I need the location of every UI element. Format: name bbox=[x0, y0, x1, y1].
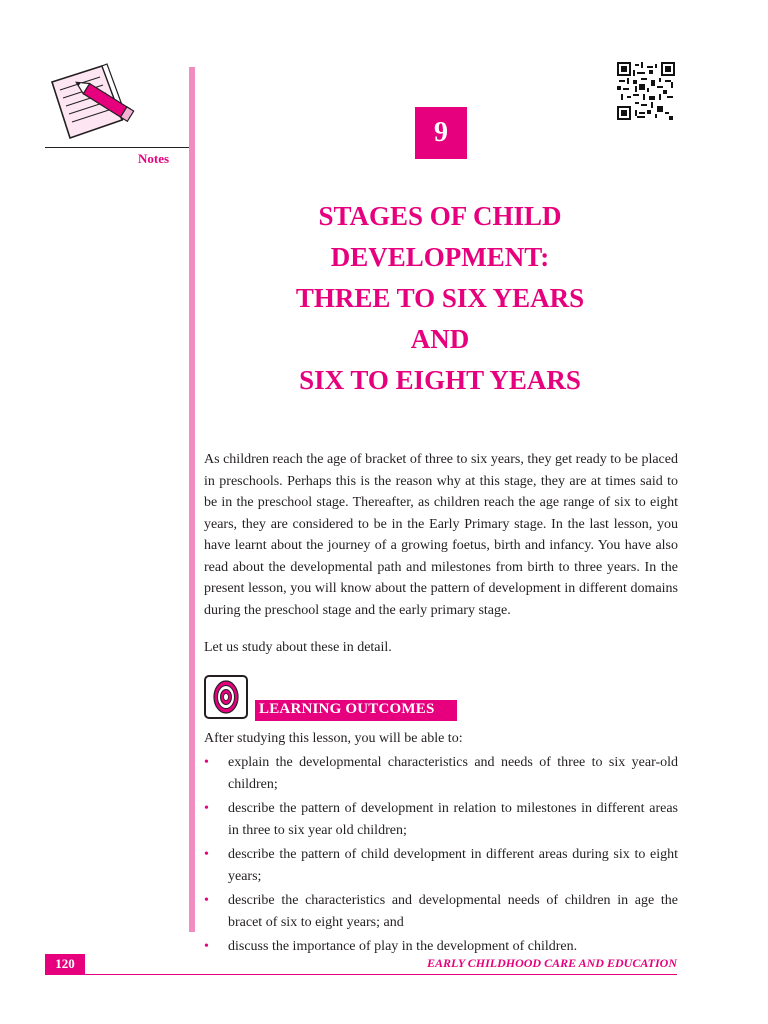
title-line: AND bbox=[410, 324, 470, 354]
study-line: Let us study about these in detail. bbox=[204, 640, 392, 655]
list-item bbox=[204, 844, 678, 887]
title-line: THREE TO SIX YEARS bbox=[295, 283, 585, 313]
list-item bbox=[204, 936, 678, 958]
chapter-title bbox=[200, 196, 680, 401]
title-line: STAGES OF CHILD bbox=[318, 201, 562, 231]
list-item bbox=[204, 798, 678, 841]
list-item bbox=[204, 752, 678, 795]
bullet: • bbox=[204, 893, 209, 908]
footer-book-title: EARLY CHILDHOOD CARE AND EDUCATION bbox=[426, 956, 677, 970]
bullet: • bbox=[204, 801, 209, 816]
outcome-text: discuss the importance of play in the development of children. bbox=[228, 939, 578, 954]
target-icon bbox=[204, 675, 248, 719]
chapter-number: 9 bbox=[415, 107, 467, 159]
outcomes-lead: After studying this lesson, you will be able to: bbox=[204, 731, 463, 746]
notepad-pencil-icon bbox=[44, 62, 144, 144]
bullet: • bbox=[204, 755, 209, 770]
title-line: DEVELOPMENT: bbox=[330, 242, 550, 272]
list-item bbox=[204, 890, 678, 933]
outcome-text: explain the developmental characteristics and needs of three to six year-old children; bbox=[228, 755, 678, 792]
intro-paragraph: As children reach the age of bracket of three to six years, they get ready to be placed in preschools. Perhaps this is the reason why at this stage, they are at times said to be in the preschool stage. Thereafter, as children reach the age range of six to eight years, they are considered to be in the Early Primary stage. In the last lesson, you have learnt about the journey of a growing foetus, birth and infancy. You have also read about the developmental path and milestones from birth to three years. In the present lesson, you will know about the pattern of development in different domains during the preschool stage and the early primary stage. bbox=[204, 452, 678, 618]
margin-bar bbox=[189, 67, 195, 932]
title-line: SIX TO EIGHT YEARS bbox=[299, 365, 581, 395]
bullet: • bbox=[204, 847, 209, 862]
learning-outcomes-heading: LEARNING OUTCOMES bbox=[259, 701, 435, 717]
qr-code-icon bbox=[617, 62, 675, 120]
outcome-text: describe the pattern of development in relation to milestones in different areas in three to six year old children; bbox=[228, 801, 678, 838]
outcome-text: describe the pattern of child development in different areas during six to eight years; bbox=[228, 847, 678, 884]
outcomes-list bbox=[204, 752, 678, 961]
page-number: 120 bbox=[45, 954, 85, 974]
footer-divider bbox=[45, 974, 677, 975]
bullet: • bbox=[204, 939, 209, 954]
outcome-text: describe the characteristics and developmental needs of children in age the bracet of six to eight years; and bbox=[228, 893, 678, 930]
notes-divider bbox=[45, 147, 190, 148]
notes-label: Notes bbox=[138, 151, 170, 166]
